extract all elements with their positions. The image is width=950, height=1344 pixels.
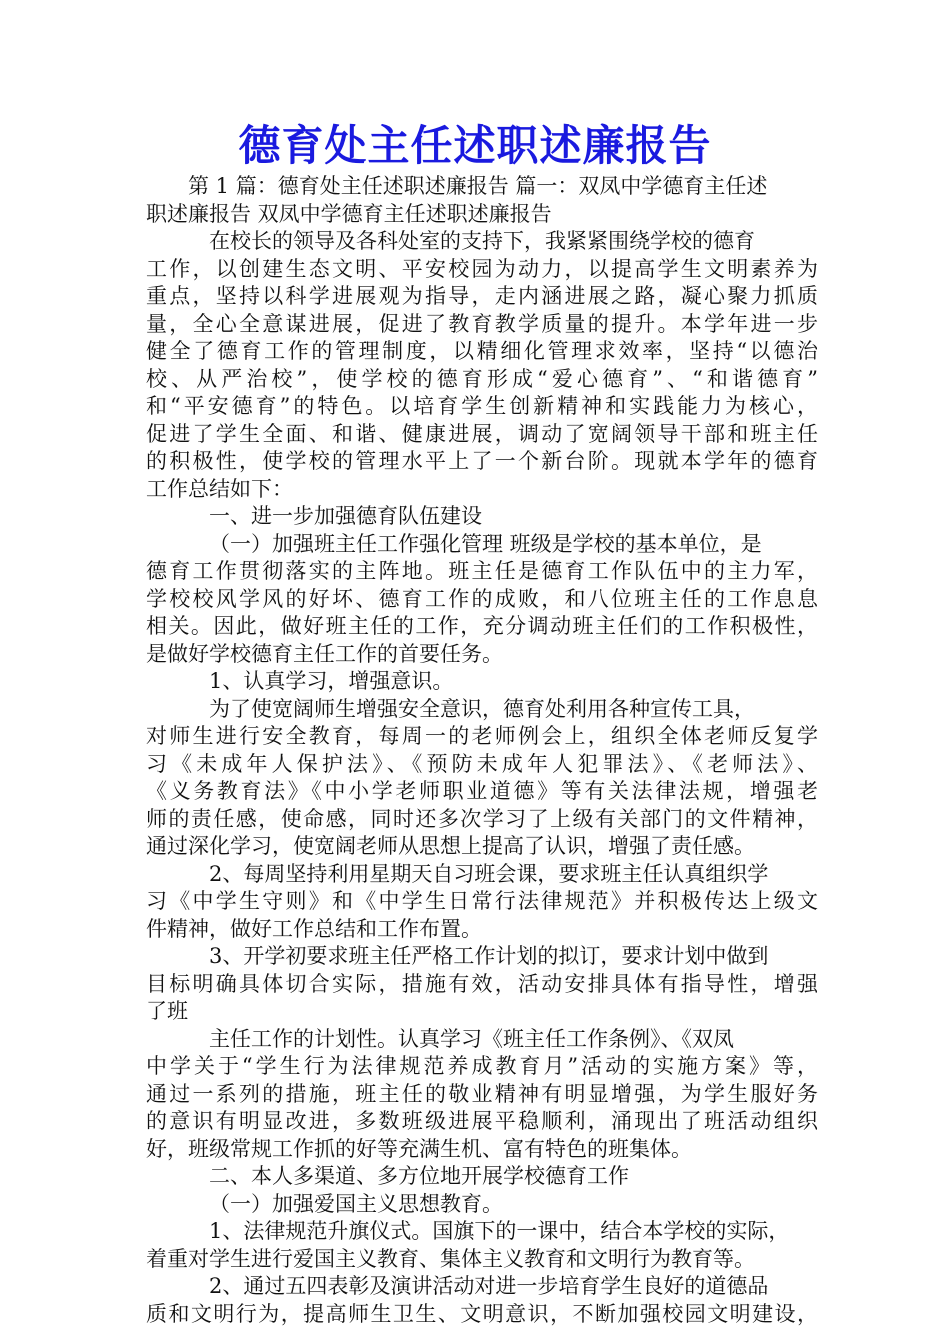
body-line: 习《中学生守则》和《中学生日常行法律规范》并积极传达上级文 bbox=[146, 889, 818, 913]
body-line: 着重对学生进行爱国主义教育、集体主义教育和文明行为教育等。 bbox=[146, 1246, 755, 1271]
body-line: 工作，以创建生态文明、平安校园为动力，以提高学生文明素养为 bbox=[146, 256, 818, 281]
body-line: 件精神，做好工作总结和工作布置。 bbox=[146, 916, 482, 941]
body-line: 校、从严治校”，使学校的德育形成“爱心德育”、“和谐德育” bbox=[146, 366, 818, 391]
body-line: 的积极性，使学校的管理水平上了一个新台阶。现就本学年的德育 bbox=[146, 449, 818, 473]
body-line: 学校校风学风的好坏、德育工作的成败，和八位班主任的工作息息 bbox=[146, 586, 818, 611]
body-line: 了班 bbox=[146, 999, 188, 1023]
body-line: 通过一系列的措施，班主任的敬业精神有明显增强，为学生服好务 bbox=[146, 1081, 818, 1106]
body-line: 对师生进行安全教育，每周一的老师例会上，组织全体老师反复学 bbox=[146, 724, 818, 748]
body-line: 通过深化学习，使宽阔老师从思想上提高了认识，增强了责任感。 bbox=[146, 834, 755, 858]
body-line: 相关。因此，做好班主任的工作，充分调动班主任们的工作积极性， bbox=[146, 614, 818, 638]
body-line: 习《未成年人保护法》、《预防未成年人犯罪法》、《老师法》、 bbox=[146, 751, 818, 776]
body-line: 2、通过五四表彰及演讲活动对进一步培育学生良好的道德品 bbox=[209, 1274, 769, 1298]
body-line: 重点，坚持以科学进展观为指导，走内涵进展之路，凝心聚力抓质 bbox=[146, 284, 818, 308]
body-line: 2、每周坚持利用星期天自习班会课，要求班主任认真组织学 bbox=[209, 861, 769, 886]
body-line: 师的责任感，使命感，同时还多次学习了上级有关部门的文件精神， bbox=[146, 806, 818, 831]
body-line: 工作总结如下： bbox=[146, 476, 293, 501]
body-line: 中学关于“学生行为法律规范养成教育月”活动的实施方案》等， bbox=[146, 1054, 818, 1078]
body-line: （一）加强班主任工作强化管理 班级是学校的基本单位，是 bbox=[209, 531, 762, 556]
body-line: 量，全心全意谋进展，促进了教育教学质量的提升。本学年进一步 bbox=[146, 311, 818, 336]
body-line: 3、开学初要求班主任严格工作计划的拟订，要求计划中做到 bbox=[209, 944, 769, 968]
body-line: 和“平安德育”的特色。以培育学生创新精神和实践能力为核心， bbox=[146, 394, 818, 418]
body-line: 目标明确具体切合实际，措施有效，活动安排具体有指导性，增强 bbox=[146, 971, 818, 996]
body-line: 1、法律规范升旗仪式。国旗下的一课中，结合本学校的实际， bbox=[209, 1219, 790, 1243]
body-line: 德育工作贯彻落实的主阵地。班主任是德育工作队伍中的主力军， bbox=[146, 559, 818, 583]
body-line: 质和文明行为，提高师生卫生、文明意识，不断加强校园文明建设， bbox=[146, 1301, 818, 1326]
body-line: 第 1 篇：德育处主任述职述廉报告 篇一：双凤中学德育主任述 bbox=[188, 174, 768, 198]
body-line: 一、进一步加强德育队伍建设 bbox=[209, 504, 482, 528]
body-line: 为了使宽阔师生增强安全意识，德育处利用各种宣传工具， bbox=[209, 696, 755, 721]
body-line: 在校长的领导及各科处室的支持下，我紧紧围绕学校的德育 bbox=[209, 229, 755, 253]
document-body bbox=[146, 173, 818, 1328]
body-line: 的意识有明显改进，多数班级进展平稳顺利，涌现出了班活动组织 bbox=[146, 1109, 818, 1133]
body-line: （一）加强爱国主义思想教育。 bbox=[209, 1191, 503, 1216]
body-line: 职述廉报告 双凤中学德育主任述职述廉报告 bbox=[146, 201, 552, 226]
body-line: 二、本人多渠道、多方位地开展学校德育工作 bbox=[209, 1164, 629, 1188]
body-line: 主任工作的计划性。认真学习《班主任工作条例》、《双凤 bbox=[209, 1026, 734, 1051]
body-line: 促进了学生全面、和谐、健康进展，调动了宽阔领导干部和班主任 bbox=[146, 421, 818, 446]
body-line: 《义务教育法》《中小学老师职业道德》等有关法律法规，增强老 bbox=[146, 779, 818, 803]
body-line: 1、认真学习，增强意识。 bbox=[209, 669, 454, 693]
body-line: 好，班级常规工作抓的好等充满生机、富有特色的班集体。 bbox=[146, 1136, 692, 1161]
body-line: 健全了德育工作的管理制度，以精细化管理求效率，坚持“以德治 bbox=[146, 339, 818, 363]
body-line: 是做好学校德育主任工作的首要任务。 bbox=[146, 641, 503, 666]
document-title: 德育处主任述职述廉报告 bbox=[238, 121, 712, 170]
